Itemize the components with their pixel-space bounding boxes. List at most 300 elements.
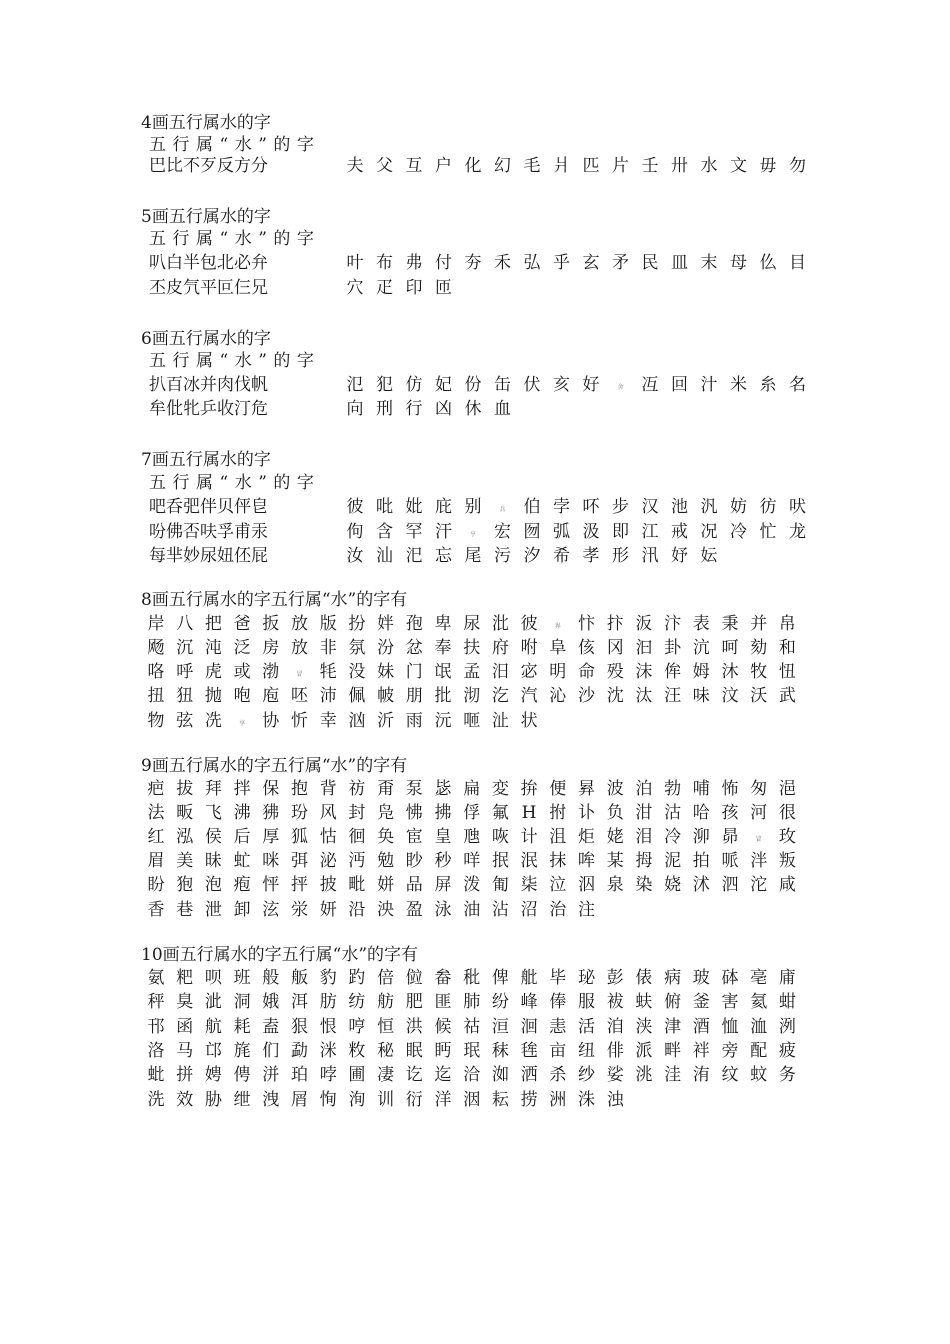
char-cell: 泳 xyxy=(434,900,452,920)
char-cell: 恒 xyxy=(377,1017,395,1037)
char-cell: 姘 xyxy=(377,875,395,895)
char-cell: 氛 xyxy=(348,638,366,658)
char-cell: 孝 xyxy=(582,546,600,566)
char-cell: 娉 xyxy=(204,1065,222,1085)
char-cell: 肺 xyxy=(463,992,481,1012)
char-cell: 注 xyxy=(578,900,595,920)
char-cell: 祊 xyxy=(348,779,366,799)
char-cell: 禾 xyxy=(494,253,511,273)
char-cell: 汉 xyxy=(641,497,659,517)
char-cell: 匹 xyxy=(582,156,600,176)
row-lead-text: 吧呑弝伴贝伻皀 xyxy=(149,497,268,517)
char-cell: 妤 xyxy=(671,546,688,566)
char-cell: 池 xyxy=(671,497,688,517)
section-heading: 4画五行属水的字 xyxy=(141,113,271,133)
char-cell: 沈 xyxy=(606,686,624,706)
char-cell: 汕 xyxy=(376,546,393,566)
char-cell: 牦 xyxy=(319,662,337,682)
char-cell: 氨 xyxy=(147,968,165,988)
char-cell: 蚍 xyxy=(147,1065,165,1085)
char-cell: 弭 xyxy=(291,851,308,871)
char-cell: 况 xyxy=(700,522,718,542)
char-cell: 弗 xyxy=(405,253,423,273)
char-cell: 妹 xyxy=(377,662,395,682)
char-cell: 皇 xyxy=(434,827,452,847)
char-cell: 弧 xyxy=(553,522,570,542)
section-subheading: 五行属“水”的字 xyxy=(149,351,321,371)
char-cell: 忘 xyxy=(435,546,452,566)
char-cell: 效 xyxy=(176,1090,194,1110)
char-cell: 拌 xyxy=(233,779,251,799)
char-cell: 泫 xyxy=(262,900,280,920)
char-cell: 勃 xyxy=(664,779,682,799)
char-cell: 治 xyxy=(549,900,567,920)
char-cell: 洪 xyxy=(405,1017,423,1037)
row-lead-text: 每芈妙尿妞伾屁 xyxy=(149,546,268,566)
char-cell: 后 xyxy=(233,827,251,847)
char-cell: 妃 xyxy=(435,375,452,395)
char-cell: 珀 xyxy=(291,1065,308,1085)
char-cell: 配 xyxy=(750,1041,768,1061)
char-cell: 希 xyxy=(553,546,570,566)
char-cell: 吡 xyxy=(376,497,393,517)
char-cell: 房 xyxy=(262,638,280,658)
section-subheading: 五行属“水”的字 xyxy=(149,135,321,155)
char-cell: 洙 xyxy=(578,1090,595,1110)
char-cell: 咪 xyxy=(262,851,280,871)
char-cell: 怦 xyxy=(262,875,280,895)
char-cell: 勿 xyxy=(789,156,806,176)
char-cell: 步 xyxy=(612,497,629,517)
char-cell: 浥 xyxy=(778,779,796,799)
char-cell: H xyxy=(521,803,537,823)
char-cell: 纷 xyxy=(491,992,509,1012)
char-cell: 俘 xyxy=(463,803,481,823)
char-cell: 庇 xyxy=(435,497,452,517)
char-cell: 渤 xyxy=(262,662,280,682)
char-cell: 府 xyxy=(491,638,509,658)
char-cell: 沫 xyxy=(635,662,653,682)
char-cell: 汁 xyxy=(700,375,718,395)
char-cell: 拂 xyxy=(434,803,452,823)
char-cell: 纹 xyxy=(721,1065,739,1085)
char-cell: 界 xyxy=(554,623,561,630)
char-cell: 佩 xyxy=(348,686,366,706)
char-cell: 勐 xyxy=(291,1041,308,1061)
char-cell: 龙 xyxy=(789,522,806,542)
char-cell: 吥 xyxy=(582,497,600,517)
char-cell: 抹 xyxy=(549,851,567,871)
char-cell: 凶 xyxy=(435,399,452,419)
char-cell: 洧 xyxy=(692,1065,710,1085)
char-cell: 穴 xyxy=(346,278,364,298)
char-cell: 亨 xyxy=(469,531,476,538)
char-cell: 向 xyxy=(346,399,364,419)
char-cell: 沱 xyxy=(750,875,768,895)
char-cell: 泼 xyxy=(463,875,481,895)
char-cell: 阜 xyxy=(549,638,567,658)
char-cell: 汾 xyxy=(377,638,395,658)
char-cell: 朋 xyxy=(405,686,423,706)
char-cell: 蚶 xyxy=(778,992,796,1012)
char-cell: 吠 xyxy=(789,497,806,517)
section-subheading: 五行属“水”的字 xyxy=(149,229,321,249)
char-row xyxy=(0,898,950,922)
char-cell: 邗 xyxy=(147,1017,165,1037)
char-cell: 秘 xyxy=(377,1041,395,1061)
char-cell: 沚 xyxy=(491,711,509,731)
char-cell: 毖 xyxy=(434,779,452,799)
char-cell: 弘 xyxy=(523,253,541,273)
char-cell: 姥 xyxy=(606,827,624,847)
char-cell: 氦 xyxy=(750,992,768,1012)
char-cell: 洄 xyxy=(520,1017,538,1037)
char-cell: 红 xyxy=(147,827,165,847)
char-cell: 洴 xyxy=(262,1065,280,1085)
char-cell: 没 xyxy=(348,662,366,682)
char-cell: 门 xyxy=(405,662,423,682)
char-cell: 抨 xyxy=(291,875,308,895)
char-cell: 畔 xyxy=(664,1041,682,1061)
char-cell: 拜 xyxy=(204,779,222,799)
char-cell: 化 xyxy=(464,156,482,176)
char-cell: 舫 xyxy=(377,992,395,1012)
char-cell: 狐 xyxy=(291,827,308,847)
char-cell: 胁 xyxy=(204,1090,222,1110)
char-cell: 沁 xyxy=(549,686,567,706)
char-cell: 津 xyxy=(664,1017,682,1037)
char-cell: 抛 xyxy=(204,686,222,706)
char-cell: 狍 xyxy=(176,875,194,895)
char-cell: 冈 xyxy=(606,638,624,658)
char-cell: 哌 xyxy=(721,851,739,871)
char-cell: 休 xyxy=(464,399,482,419)
char-cell: 疤 xyxy=(147,779,165,799)
char-row xyxy=(0,154,950,178)
char-cell: 壬 xyxy=(641,156,659,176)
char-cell: 昧 xyxy=(204,851,222,871)
char-cell: 汰 xyxy=(635,686,653,706)
char-cell: 冼 xyxy=(204,711,222,731)
char-cell: 柒 xyxy=(520,875,538,895)
char-cell: 河 xyxy=(750,803,768,823)
char-cell: 咯 xyxy=(147,662,165,682)
char-cell: 洎 xyxy=(606,1017,624,1037)
char-cell: 汔 xyxy=(491,686,509,706)
char-cell: 洣 xyxy=(319,1041,337,1061)
char-cell: 批 xyxy=(434,686,452,706)
char-row xyxy=(0,1063,950,1087)
char-cell: 兵 xyxy=(499,506,506,513)
char-cell: 俯 xyxy=(664,992,682,1012)
char-cell: 爿 xyxy=(553,156,570,176)
char-cell: 舨 xyxy=(291,968,308,988)
char-cell: 武 xyxy=(778,686,796,706)
char-cell: 协 xyxy=(262,711,280,731)
char-cell: 咩 xyxy=(463,851,481,871)
char-cell: 回 xyxy=(671,375,688,395)
char-cell: 岸 xyxy=(147,614,165,634)
section-heading: 10画五行属水的字五行属“水”的字有 xyxy=(141,945,419,965)
char-cell: 罕 xyxy=(405,522,423,542)
char-cell: 沿 xyxy=(348,900,366,920)
char-cell: 宏 xyxy=(494,522,511,542)
char-cell: 呵 xyxy=(721,638,739,658)
char-cell: 明 xyxy=(549,662,567,682)
char-cell: 纱 xyxy=(578,1065,595,1085)
char-cell: 份 xyxy=(464,375,482,395)
char-cell: 俵 xyxy=(635,968,653,988)
char-cell: 沆 xyxy=(692,638,710,658)
char-cell: 扮 xyxy=(348,614,366,634)
char-cell: 姅 xyxy=(377,614,395,634)
section-heading: 7画五行属水的字 xyxy=(141,450,271,470)
char-cell: 庖 xyxy=(262,686,280,706)
char-cell: 怫 xyxy=(405,803,423,823)
char-cell: 匪 xyxy=(434,992,452,1012)
char-row xyxy=(0,849,950,873)
char-cell: 泯 xyxy=(520,851,538,871)
char-cell: 含 xyxy=(376,522,393,542)
char-cell: 泔 xyxy=(635,803,653,823)
row-lead-text: 牟仳牝乒收汀危 xyxy=(149,399,268,419)
char-cell: 帛 xyxy=(778,614,796,634)
char-cell: 刑 xyxy=(376,399,393,419)
char-cell: 俳 xyxy=(606,1041,624,1061)
char-cell: 沌 xyxy=(204,638,222,658)
char-cell: 或 xyxy=(233,662,251,682)
char-cell: 娑 xyxy=(606,1065,624,1085)
char-cell: 狠 xyxy=(291,1017,308,1037)
char-cell: 汝 xyxy=(346,546,364,566)
char-cell: 母 xyxy=(730,253,747,273)
char-cell: 形 xyxy=(612,546,629,566)
char-cell: 汜 xyxy=(405,546,423,566)
char-cell: 命 xyxy=(578,662,595,682)
char-cell: 扳 xyxy=(262,614,280,634)
char-cell: 肥 xyxy=(405,992,423,1012)
char-cell: 香 xyxy=(147,900,165,920)
char-cell: 幸 xyxy=(319,711,337,731)
char-cell: 侔 xyxy=(664,662,682,682)
char-cell: 卑 xyxy=(434,614,452,634)
char-cell: 汽 xyxy=(520,686,538,706)
char-cell: 印 xyxy=(405,278,423,298)
char-cell: 釜 xyxy=(692,992,710,1012)
char-cell: 妨 xyxy=(730,497,747,517)
char-cell: 劾 xyxy=(750,638,768,658)
char-cell: 怙 xyxy=(319,827,337,847)
char-cell: 秒 xyxy=(434,851,452,871)
char-cell: 目 xyxy=(789,253,806,273)
char-cell: 泪 xyxy=(635,827,653,847)
char-cell: 汴 xyxy=(664,614,682,634)
char-cell: 毕 xyxy=(549,968,567,988)
char-cell: 娆 xyxy=(664,875,682,895)
char-cell: 眠 xyxy=(405,1041,423,1061)
char-cell: 函 xyxy=(176,1017,194,1037)
char-cell: 沃 xyxy=(750,686,768,706)
char-cell: 咸 xyxy=(778,875,796,895)
char-row xyxy=(0,397,950,421)
char-cell: 泌 xyxy=(319,851,337,871)
row-lead-text: 巴比不歹反方分 xyxy=(149,156,268,176)
char-row xyxy=(0,1015,950,1039)
char-cell: 泡 xyxy=(204,875,222,895)
char-cell: 玫 xyxy=(778,827,796,847)
char-cell: 父 xyxy=(376,156,393,176)
char-cell: 戒 xyxy=(671,522,688,542)
char-cell: 纽 xyxy=(578,1041,595,1061)
char-cell: 泮 xyxy=(750,851,768,871)
char-cell: 哈 xyxy=(692,803,710,823)
char-cell: 状 xyxy=(520,711,538,731)
row-lead-text: 吩佛否呋孚甫汞 xyxy=(149,522,268,542)
char-cell: 俸 xyxy=(549,992,567,1012)
char-cell: 民 xyxy=(641,253,659,273)
char-cell: 非 xyxy=(319,638,337,658)
char-cell: 蚨 xyxy=(635,992,653,1012)
char-row xyxy=(0,801,950,825)
char-cell: 毪 xyxy=(520,1041,538,1061)
char-cell: 洼 xyxy=(664,1065,682,1085)
char-cell: 洲 xyxy=(549,1090,567,1110)
char-cell: 舭 xyxy=(520,968,538,988)
char-cell: 拼 xyxy=(176,1065,194,1085)
char-cell: 昴 xyxy=(721,827,739,847)
char-cell: 很 xyxy=(778,803,796,823)
char-cell: 秣 xyxy=(491,1041,509,1061)
char-cell: 抿 xyxy=(491,851,509,871)
char-cell: 抱 xyxy=(291,779,308,799)
char-cell: 侯 xyxy=(204,827,222,847)
char-cell: 冷 xyxy=(730,522,747,542)
char-row xyxy=(0,495,950,519)
char-cell: 矛 xyxy=(612,253,629,273)
char-cell: 航 xyxy=(204,1017,222,1037)
char-cell: 沘 xyxy=(491,614,509,634)
char-cell: 砵 xyxy=(721,968,739,988)
char-cell: 咐 xyxy=(520,638,538,658)
char-cell: 秤 xyxy=(147,992,165,1012)
char-cell: 浊 xyxy=(606,1090,624,1110)
char-cell: 旁 xyxy=(721,1041,739,1061)
char-cell: 披 xyxy=(319,875,337,895)
char-cell: 奉 xyxy=(434,638,452,658)
char-row xyxy=(0,1039,950,1063)
char-cell: 波 xyxy=(606,779,624,799)
char-cell: 咂 xyxy=(463,711,481,731)
char-cell: 秉 xyxy=(721,614,739,634)
section-heading: 9画五行属水的字五行属“水”的字有 xyxy=(141,756,408,776)
char-cell: 巷 xyxy=(176,900,194,920)
char-cell: 玢 xyxy=(291,803,308,823)
char-cell: 孩 xyxy=(721,803,739,823)
char-cell: 孢 xyxy=(405,614,423,634)
char-cell: 汨 xyxy=(491,662,509,682)
char-cell: 帔 xyxy=(377,686,395,706)
char-cell: 畚 xyxy=(434,968,452,988)
char-cell: 洱 xyxy=(291,992,308,1012)
char-cell: 洒 xyxy=(520,1065,538,1085)
char-row xyxy=(0,684,950,708)
char-cell: 泚 xyxy=(204,992,222,1012)
char-cell: 般 xyxy=(262,968,280,988)
char-cell: 洳 xyxy=(491,1065,509,1085)
char-cell: 宦 xyxy=(405,827,423,847)
char-cell: 毛 xyxy=(523,156,541,176)
char-cell: 俾 xyxy=(491,968,509,988)
char-cell: 汎 xyxy=(700,497,718,517)
char-cell: 版 xyxy=(319,614,337,634)
char-cell: 沾 xyxy=(491,900,509,920)
char-cell: 汗 xyxy=(435,522,452,542)
char-cell: 迄 xyxy=(434,1065,452,1085)
char-cell: 屏 xyxy=(434,875,452,895)
char-cell: 保 xyxy=(262,779,280,799)
char-cell: 汶 xyxy=(721,686,739,706)
char-cell: 玄 xyxy=(582,253,600,273)
char-row xyxy=(0,251,950,275)
char-cell: 怖 xyxy=(721,779,739,799)
char-cell: 傡 xyxy=(405,968,423,988)
char-cell: 疋 xyxy=(376,278,393,298)
char-cell: 彼 xyxy=(346,497,364,517)
section-subheading: 五行属“水”的字 xyxy=(149,473,321,493)
char-cell: 污 xyxy=(494,546,511,566)
char-cell: 忻 xyxy=(291,711,308,731)
char-cell: 八 xyxy=(176,614,194,634)
char-cell: 耘 xyxy=(491,1090,509,1110)
char-cell: 纺 xyxy=(348,992,366,1012)
char-cell: 扶 xyxy=(463,638,481,658)
char-cell: 虎 xyxy=(204,662,222,682)
char-cell: 泅 xyxy=(578,875,595,895)
char-cell: 氾 xyxy=(346,375,364,395)
char-cell: 泊 xyxy=(635,779,653,799)
row-lead-text: 丕皮氕平叵仨兄 xyxy=(149,278,268,298)
char-cell: 夯 xyxy=(464,253,482,273)
char-cell: 卅 xyxy=(671,156,688,176)
char-cell: 祜 xyxy=(463,1017,481,1037)
char-cell: 哺 xyxy=(692,779,710,799)
char-cell: 布 xyxy=(376,253,393,273)
char-row xyxy=(0,709,950,733)
char-cell: 物 xyxy=(147,711,165,731)
char-cell: 们 xyxy=(262,1041,280,1061)
char-cell: 马 xyxy=(176,1041,194,1061)
char-cell: 染 xyxy=(635,875,653,895)
char-cell: 沂 xyxy=(377,711,395,731)
char-cell: 甭 xyxy=(377,779,395,799)
char-cell: 沼 xyxy=(520,900,538,920)
char-row xyxy=(0,966,950,990)
char-cell: 某 xyxy=(606,851,624,871)
char-cell: 候 xyxy=(434,1017,452,1037)
char-cell: 洽 xyxy=(463,1065,481,1085)
char-cell: 拇 xyxy=(635,851,653,871)
char-cell: 行 xyxy=(405,399,423,419)
char-cell: 扭 xyxy=(147,686,165,706)
char-cell: 绁 xyxy=(233,1090,251,1110)
char-cell: 虺 xyxy=(463,827,481,847)
char-cell: 汩 xyxy=(635,638,653,658)
char-cell: 讫 xyxy=(405,1065,423,1085)
char-cell: 彷 xyxy=(759,497,777,517)
char-cell: 负 xyxy=(606,803,624,823)
char-cell: 沏 xyxy=(463,686,481,706)
char-cell: 峰 xyxy=(520,992,538,1012)
